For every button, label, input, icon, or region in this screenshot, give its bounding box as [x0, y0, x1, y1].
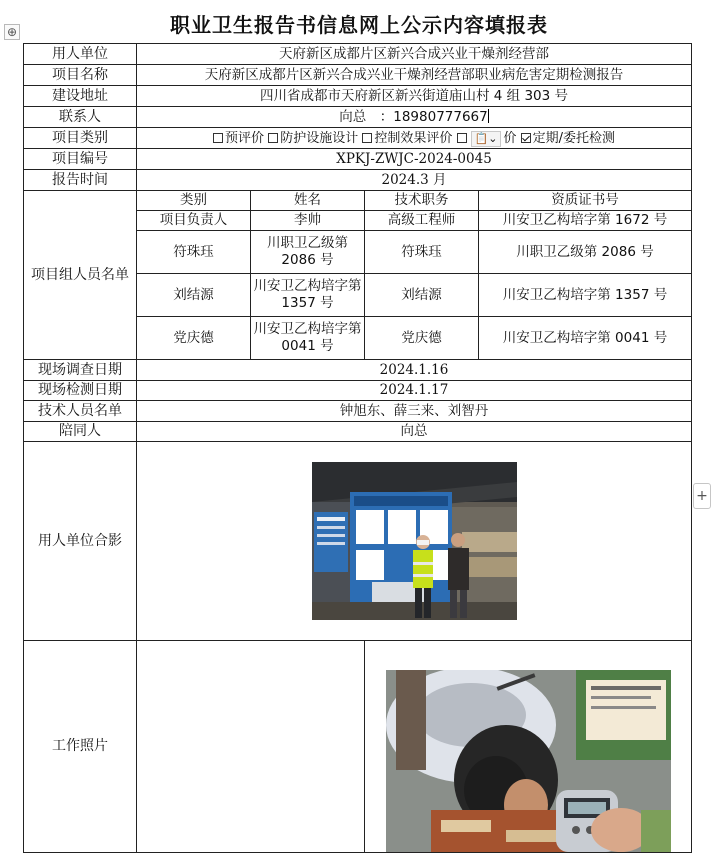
- text-cursor: [488, 109, 489, 123]
- escort-label: 陪同人: [24, 422, 137, 442]
- add-column-button[interactable]: +: [693, 483, 711, 509]
- test-date-label: 现场检测日期: [24, 381, 137, 401]
- checkbox-control-evaluation[interactable]: [362, 133, 372, 143]
- team-row-0-title[interactable]: 高级工程师: [365, 211, 479, 231]
- team-row-3-title[interactable]: 党庆德: [365, 317, 479, 360]
- team-row-0-category[interactable]: 项目负责人: [137, 211, 251, 231]
- address-label: 建设地址: [24, 86, 137, 107]
- option-periodic-testing[interactable]: 定期/委托检测: [521, 131, 615, 146]
- group-photo-cell: [137, 442, 692, 641]
- project-no-label: 项目编号: [24, 149, 137, 170]
- employer-label: 用人单位: [24, 44, 137, 65]
- group-photo-label: 用人单位合影: [24, 442, 137, 641]
- team-row-1-name[interactable]: 川职卫乙级第 2086 号: [251, 231, 365, 274]
- table-move-handle-icon[interactable]: ⊕: [4, 24, 20, 40]
- group-photo-image[interactable]: [312, 462, 517, 620]
- page-title: 职业卫生报告书信息网上公示内容填报表: [170, 13, 548, 37]
- team-row-0-name[interactable]: 李帅: [251, 211, 365, 231]
- team-row-2-name[interactable]: 川安卫乙构培字第 1357 号: [251, 274, 365, 317]
- project-name-label: 项目名称: [24, 65, 137, 86]
- project-type-label: 项目类别: [24, 128, 137, 149]
- team-header-cert: 资质证书号: [479, 191, 692, 211]
- project-type-options: [137, 128, 692, 149]
- work-photo-left-cell[interactable]: [137, 641, 365, 853]
- team-row-3-name[interactable]: 川安卫乙构培字第 0041 号: [251, 317, 365, 360]
- employer-value[interactable]: 天府新区成都片区新兴合成兴业干燥剂经营部: [137, 44, 692, 65]
- work-photos-label: 工作照片: [24, 641, 137, 853]
- test-date-value[interactable]: 2024.1.17: [137, 381, 692, 401]
- team-header-name: 姓名: [251, 191, 365, 211]
- checkbox-protection-design[interactable]: [268, 133, 278, 143]
- project-name-value[interactable]: 天府新区成都片区新兴合成兴业干燥剂经营部职业病危害定期检测报告: [137, 65, 692, 86]
- contact-cell[interactable]: [137, 107, 692, 128]
- team-row-1-cert[interactable]: 川职卫乙级第 2086 号: [479, 231, 692, 274]
- team-label: 项目组人员名单: [24, 191, 137, 360]
- team-row-1-category[interactable]: 符珠珏: [137, 231, 251, 274]
- clipboard-icon: 📋: [474, 131, 489, 145]
- chevron-down-icon: ⌄: [488, 131, 498, 145]
- paste-options-button[interactable]: [471, 131, 502, 147]
- team-row-0-cert[interactable]: 川安卫乙构培字第 1672 号: [479, 211, 692, 231]
- team-row-3-category[interactable]: 党庆德: [137, 317, 251, 360]
- team-header-category: 类别: [137, 191, 251, 211]
- team-row-3-cert[interactable]: 川安卫乙构培字第 0041 号: [479, 317, 692, 360]
- address-value[interactable]: 四川省成都市天府新区新兴街道庙山村 4 组 303 号: [137, 86, 692, 107]
- disclosure-form-table: [23, 43, 692, 853]
- technicians-label: 技术人员名单: [24, 401, 137, 422]
- team-row-1-title[interactable]: 符珠珏: [365, 231, 479, 274]
- work-photo-image[interactable]: [386, 670, 671, 852]
- report-time-label: 报告时间: [24, 170, 137, 191]
- option-protection-design[interactable]: 防护设施设计: [268, 131, 358, 146]
- report-time-value[interactable]: 2024.3 月: [137, 170, 692, 191]
- team-row-2-title[interactable]: 刘结源: [365, 274, 479, 317]
- contact-label: 联系人: [24, 107, 137, 128]
- escort-value[interactable]: 向总: [137, 422, 692, 442]
- checkbox-pre-evaluation[interactable]: [213, 133, 223, 143]
- work-photo-right-cell: [365, 641, 692, 853]
- team-row-2-category[interactable]: 刘结源: [137, 274, 251, 317]
- survey-date-label: 现场调查日期: [24, 360, 137, 381]
- contact-value[interactable]: 向总 ：18980777667: [339, 108, 488, 125]
- survey-date-value[interactable]: 2024.1.16: [137, 360, 692, 381]
- team-row-2-cert[interactable]: 川安卫乙构培字第 1357 号: [479, 274, 692, 317]
- project-no-value[interactable]: XPKJ-ZWJC-2024-0045: [137, 149, 692, 170]
- option-status-evaluation[interactable]: 📋⌄ 价: [457, 131, 517, 146]
- checkbox-status-evaluation[interactable]: [457, 133, 467, 143]
- option-pre-evaluation[interactable]: 预评价: [213, 131, 264, 146]
- team-header-title: 技术职务: [365, 191, 479, 211]
- checkbox-periodic-testing[interactable]: [521, 133, 531, 143]
- technicians-value[interactable]: 钟旭东、薛三来、刘智丹: [137, 401, 692, 422]
- option-control-evaluation[interactable]: 控制效果评价: [362, 131, 452, 146]
